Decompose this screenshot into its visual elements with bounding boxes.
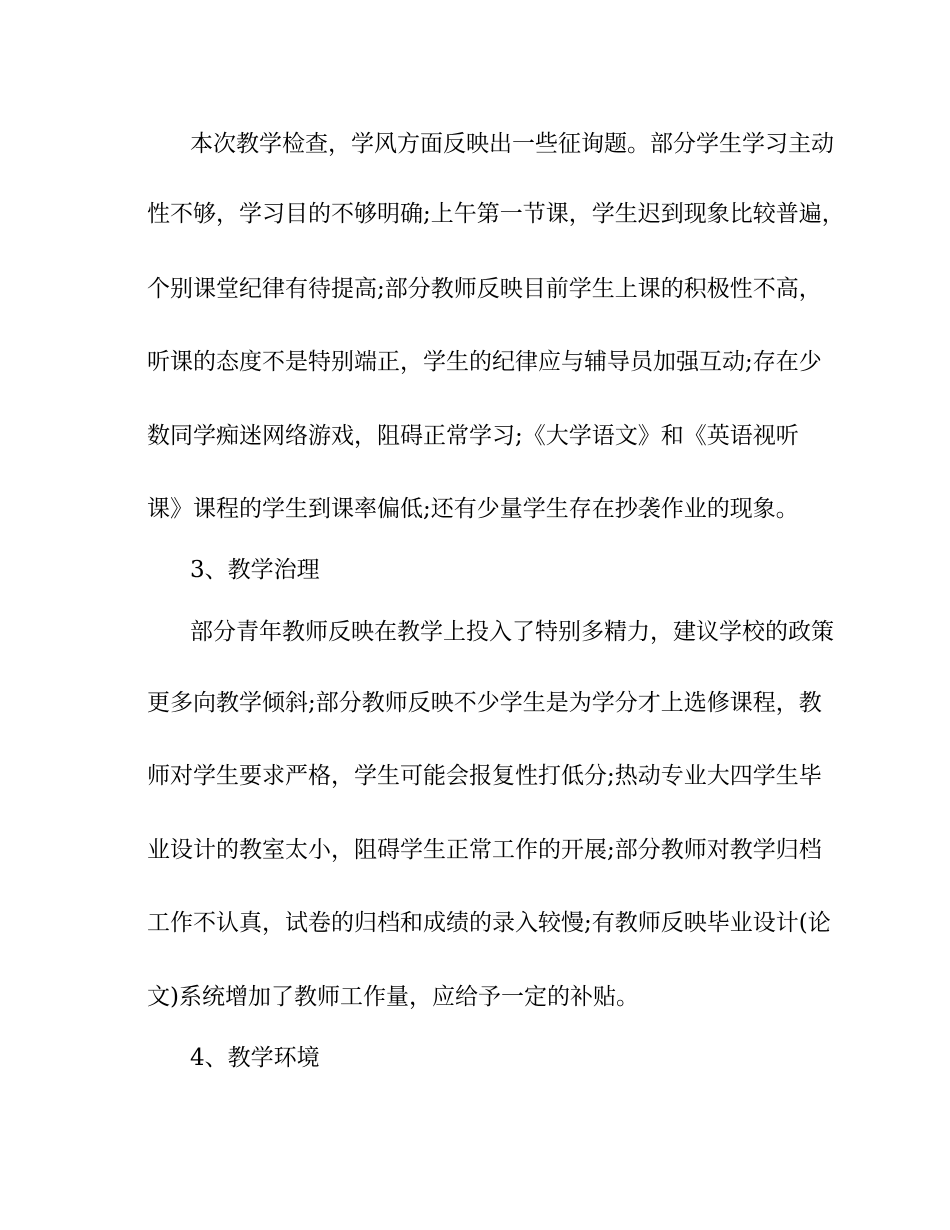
paragraph-line: 个别课堂纪律有待提高;部分教师反映目前学生上课的积极性不高， <box>147 276 822 302</box>
paragraph-line: 听课的态度不是特别端正，学生的纪律应与辅导员加强互动;存在少 <box>147 349 822 375</box>
section-heading: 3、教学治理 <box>190 557 320 583</box>
paragraph-line: 文)系统增加了教师工作量，应给予一定的补贴。 <box>147 984 639 1010</box>
paragraph-line: 性不够，学习目的不够明确;上午第一节课，学生迟到现象比较普遍， <box>147 201 845 227</box>
paragraph-line: 更多向教学倾斜;部分教师反映不少学生是为学分才上选修课程，教 <box>147 690 822 716</box>
section-heading: 4、教学环境 <box>190 1045 320 1071</box>
paragraph-line: 数同学痴迷网络游戏，阻碍正常学习;《大学语文》和《英语视听 <box>147 423 799 449</box>
paragraph-line: 部分青年教师反映在教学上投入了特别多精力，建议学校的政策 <box>190 619 834 645</box>
paragraph-line: 本次教学检查，学风方面反映出一些征询题。部分学生学习主动 <box>190 131 834 157</box>
paragraph-line: 课》课程的学生到课率偏低;还有少量学生存在抄袭作业的现象。 <box>147 496 799 522</box>
paragraph-line: 工作不认真，试卷的归档和成绩的录入较慢;有教师反映毕业设计(论 <box>147 910 831 936</box>
paragraph-line: 师对学生要求严格，学生可能会报复性打低分;热动专业大四学生毕 <box>147 763 822 789</box>
paragraph-line: 业设计的教室太小，阻碍学生正常工作的开展;部分教师对教学归档 <box>147 837 822 863</box>
